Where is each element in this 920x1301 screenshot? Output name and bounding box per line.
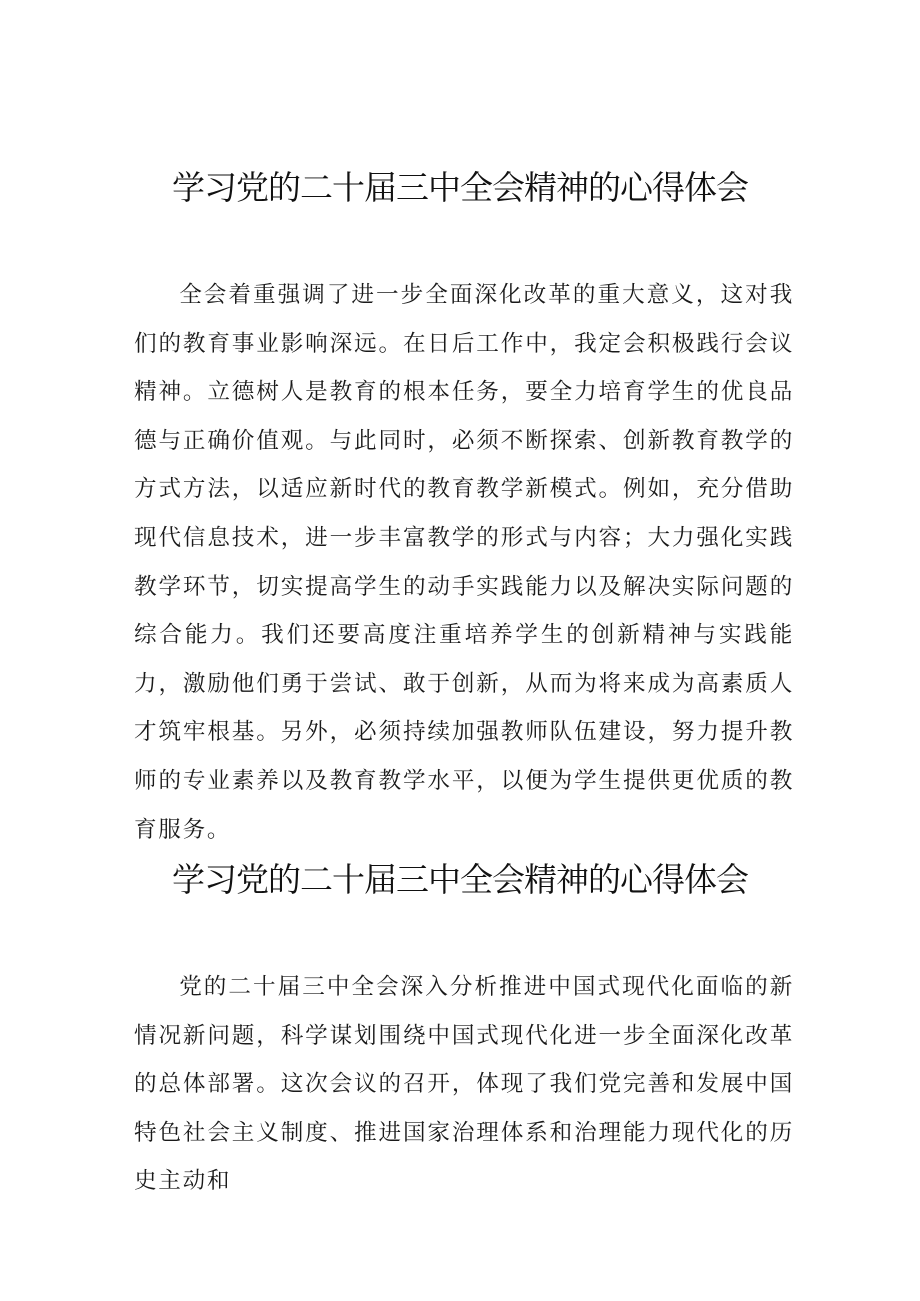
article-title: 学习党的二十届三中全会精神的心得体会 xyxy=(172,860,748,899)
article-section-2 xyxy=(134,858,794,1206)
article-body: 党的二十届三中全会深入分析推进中国式现代化面临的新情况新问题，科学谋划围绕中国式现代化进一步全面深化改革的总体部署。这次会议的召开，体现了我们党完善和发展中国特色社会主义制度、推进国家治理体系和治理能力现代化的历史主动和 xyxy=(134,974,794,1195)
article-body: 全会着重强调了进一步全面深化改革的重大意义，这对我们的教育事业影响深远。在日后工作中，我定会积极践行会议精神。立德树人是教育的根本任务，要全力培育学生的优良品德与正确价值观。与此同时，必须不断探索、创新教育教学的方式方法，以适应新时代的教育教学新模式。例如，充分借助现代信息技术，进一步丰富教学的形式与内容；大力强化实践教学环节，切实提高学生的动手实践能力以及解决实际问题的综合能力。我们还要高度注重培养学生的创新精神与实践能力，激励他们勇于尝试、敢于创新，从而为将来成为高素质人才筑牢根基。另外，必须持续加强教师队伍建设，努力提升教师的专业素养以及教育教学水平，以便为学生提供更优质的教育服务。 xyxy=(134,282,794,843)
article-section-1 xyxy=(134,166,794,854)
article-title: 学习党的二十届三中全会精神的心得体会 xyxy=(172,168,748,207)
